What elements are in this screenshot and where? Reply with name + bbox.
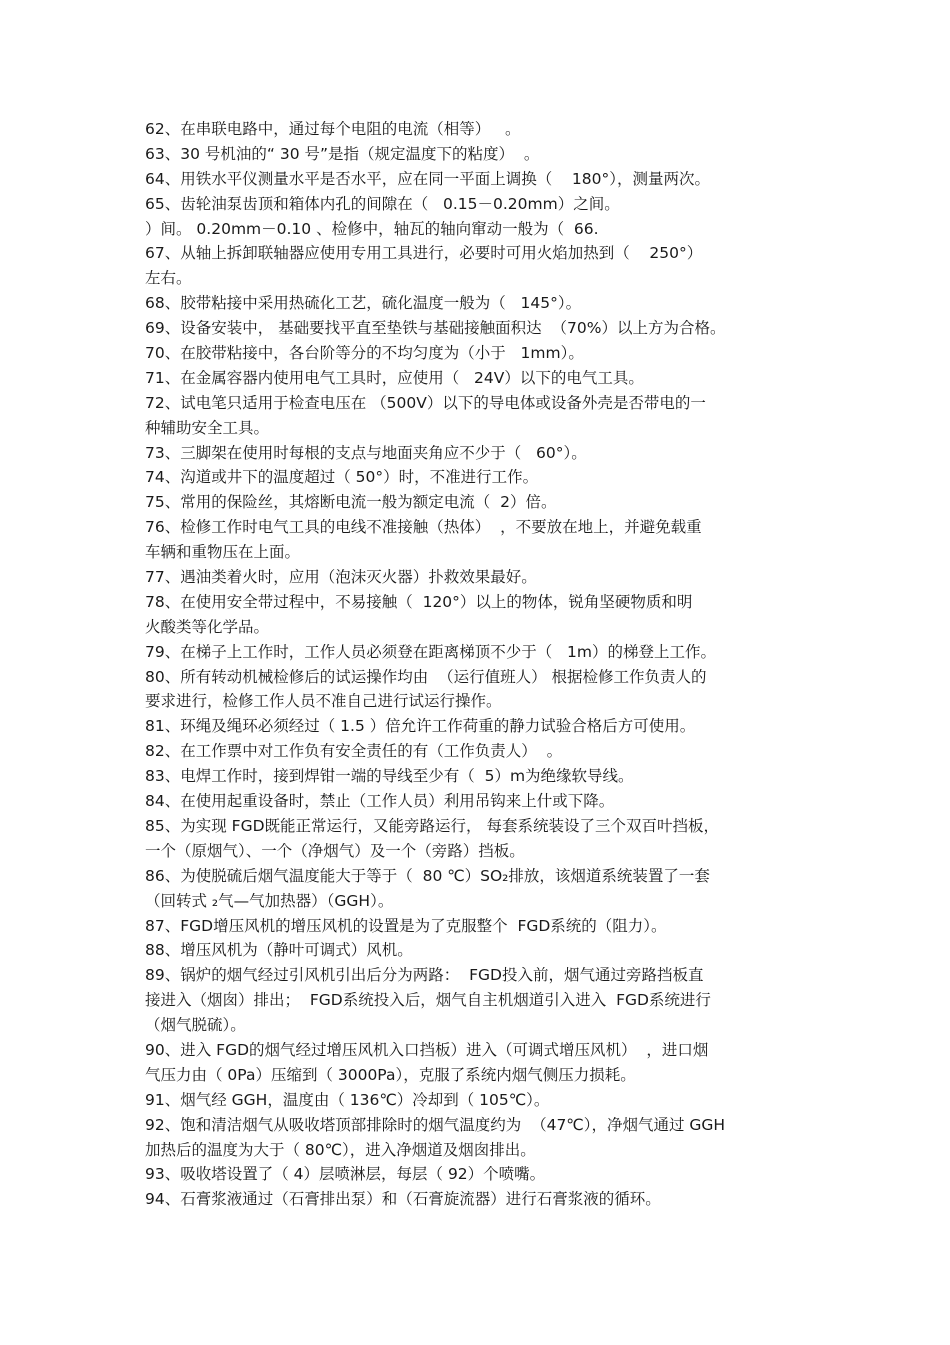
document-line: 车辆和重物压在上面。 <box>145 543 301 562</box>
document-line: 63、30 号机油的“ 30 号”是指（规定温度下的粘度） 。 <box>145 144 540 163</box>
document-line: 接进入（烟囱）排出； FGD系统投入后，烟气自主机烟道引入进入 FGD系统进行 <box>145 991 711 1010</box>
document-line: 要求进行，检修工作人员不准自己进行试运行操作。 <box>145 692 502 711</box>
document-line: 94、石膏浆液通过（石膏排出泵）和（石膏旋流器）进行石膏浆液的循环。 <box>145 1190 661 1209</box>
document-line: 87、FGD增压风机的增压风机的设置是为了克服整个 FGD系统的（阻力）。 <box>145 916 667 935</box>
document-line: 82、在工作票中对工作负有安全责任的有（工作负责人） 。 <box>145 742 563 761</box>
document-line: 83、电焊工作时，接到焊钳一端的导线至少有（ 5）m为绝缘软导线。 <box>145 767 634 786</box>
document-line: 72、试电笔只适用于检查电压在 （500V）以下的导电体或设备外壳是否带电的一 <box>145 393 706 412</box>
document-line: 火酸类等化学品。 <box>145 617 270 636</box>
document-line: 一个（原烟气）、一个（净烟气）及一个（旁路）挡板。 <box>145 841 525 860</box>
document-line: 91、烟气经 GGH，温度由（ 136℃）冷却到（ 105℃）。 <box>145 1090 550 1109</box>
document-body <box>145 117 825 1212</box>
document-line: 80、所有转动机械检修后的试运操作均由 （运行值班人） 根据检修工作负责人的 <box>145 667 707 686</box>
document-line: 加热后的温度为大于（ 80℃），进入净烟道及烟囱排出。 <box>145 1140 536 1159</box>
document-line: 84、在使用起重设备时，禁止（工作人员）利用吊钩来上什或下降。 <box>145 792 615 811</box>
document-line: 74、沟道或井下的温度超过（ 50°）时，不准进行工作。 <box>145 468 539 487</box>
document-line: 64、用铁水平仪测量水平是否水平，应在同一平面上调换（ 180°），测量两次。 <box>145 169 711 188</box>
document-line: 86、为使脱硫后烟气温度能大于等于（ 80 ℃）SO₂排放，该烟道系统装置了一套 <box>145 866 710 885</box>
document-line: 92、饱和清洁烟气从吸收塔顶部排除时的烟气温度约为 （47℃），净烟气通过 GGH <box>145 1115 726 1134</box>
document-line: 75、常用的保险丝，其熔断电流一般为额定电流（ 2）倍。 <box>145 493 557 512</box>
document-line: 81、环绳及绳环必须经过（ 1.5 ）倍允许工作荷重的静力试验合格后方可使用。 <box>145 717 696 736</box>
document-line: 85、为实现 FGD既能正常运行，又能旁路运行， 每套系统装设了三个双百叶挡板， <box>145 816 719 835</box>
document-line: 90、进入 FGD的烟气经过增压风机入口挡板）进入（可调式增压风机） ，进口烟 <box>145 1040 709 1059</box>
document-line: （烟气脱硫）。 <box>145 1016 246 1035</box>
document-line: 68、胶带粘接中采用热硫化工艺，硫化温度一般为（ 145°）。 <box>145 294 582 313</box>
document-line: 62、在串联电路中，通过每个电阻的电流（相等） 。 <box>145 120 521 138</box>
document-line: ）间。 0.20mm－0.10 、检修中，轴瓦的轴向窜动一般为（ 66. <box>145 219 599 238</box>
document-line: 65、齿轮油泵齿顶和箱体内孔的间隙在（ 0.15－0.20mm）之间。 <box>145 194 620 213</box>
document-line: 88、增压风机为（静叶可调式）风机。 <box>145 941 413 960</box>
document-line: 70、在胶带粘接中，各台阶等分的不均匀度为（小于 1mm）。 <box>145 344 584 363</box>
document-line: 89、锅炉的烟气经过引风机引出后分为两路： FGD投入前，烟气通过旁路挡板直 <box>145 966 704 985</box>
document-line: 71、在金属容器内使用电气工具时，应使用（ 24V）以下的电气工具。 <box>145 368 644 387</box>
document-line: 93、吸收塔设置了（ 4）层喷淋层，每层（ 92）个喷嘴。 <box>145 1165 546 1184</box>
document-line: 左右。 <box>145 269 192 288</box>
document-line: （回转式 ₂气—气加热器）（GGH）。 <box>145 891 394 910</box>
document-line: 69、设备安装中， 基础要找平直至垫铁与基础接触面积达 （70%）以上方为合格。 <box>145 319 726 338</box>
document-line: 78、在使用安全带过程中，不易接触（ 120°）以上的物体，锐角坚硬物质和明 <box>145 592 693 611</box>
document-line: 77、遇油类着火时，应用（泡沫灭火器）扑救效果最好。 <box>145 568 537 587</box>
document-line: 79、在梯子上工作时，工作人员必须登在距离梯顶不少于（ 1m）的梯登上工作。 <box>145 642 716 661</box>
document-line: 种辅助安全工具。 <box>145 418 270 437</box>
document-line: 73、三脚架在使用时每根的支点与地面夹角应不少于（ 60°）。 <box>145 443 587 462</box>
document-line: 气压力由（ 0Pa）压缩到（ 3000Pa），克服了系统内烟气侧压力损耗。 <box>145 1065 636 1084</box>
document-line: 67、从轴上拆卸联轴器应使用专用工具进行，必要时可用火焰加热到（ 250°） <box>145 244 703 263</box>
document-line: 76、检修工作时电气工具的电线不准接触（热体） ，不要放在地上，并避免载重 <box>145 518 702 537</box>
